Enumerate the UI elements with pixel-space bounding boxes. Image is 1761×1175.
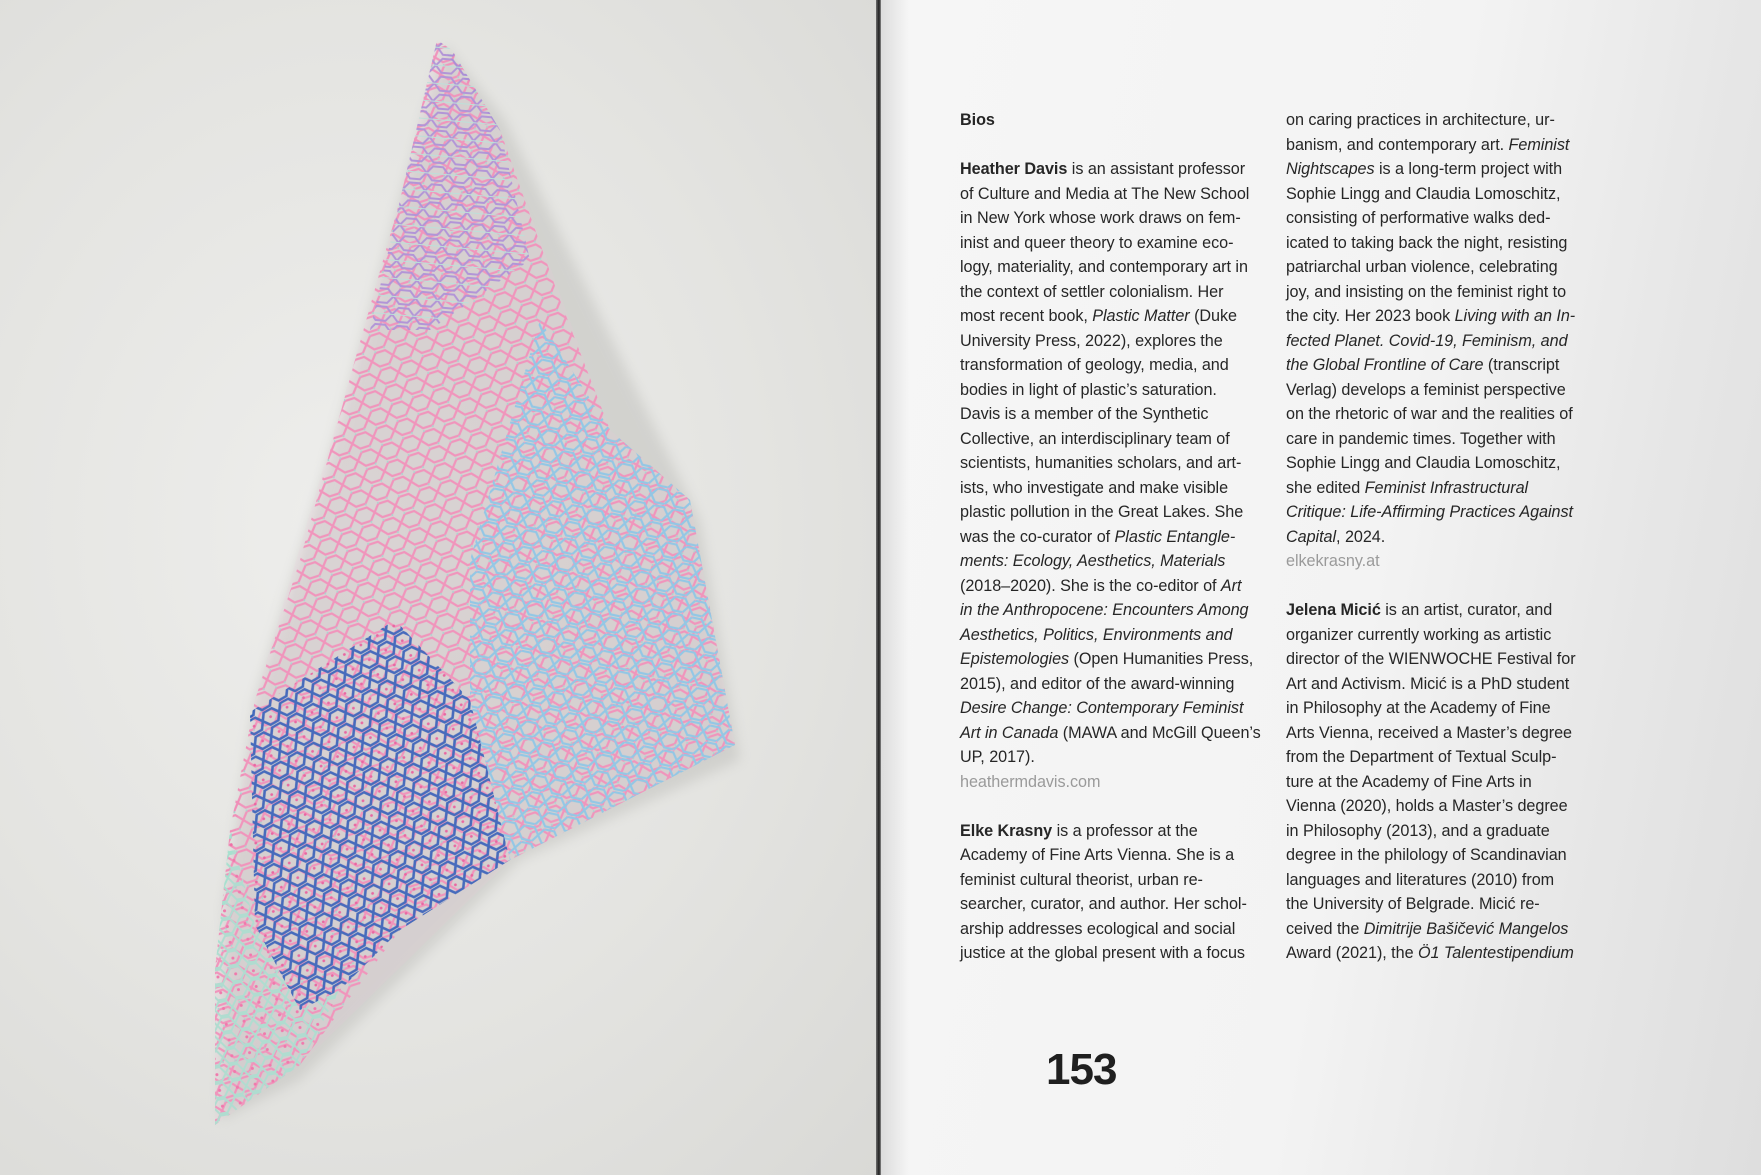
text-column-right [1286, 108, 1604, 990]
text-column-left [960, 108, 1278, 990]
bio-elke-krasny: Elke Krasny is a professor at the Academy of Fine Arts Vienna. She is a feminist cultural theorist, urban re- searcher, curator, and author. Her schol- arship addresses ecological and social justice at the global present with a focus [960, 821, 1247, 962]
bio-name: Elke Krasny [960, 821, 1053, 840]
bios-heading: Bios [960, 111, 995, 129]
bio-name: Heather Davis [960, 160, 1068, 178]
bio-jelena-micic: Jelena Micić is an artist, curator, and organizer currently working as artistic director of the WIENWOCHE Festival for Art and Activism. Micić is a PhD student in Philosophy at the Academy of Fine Arts Vienna, received a Master’s degree from the Department of Textual Sculp- ture at the Academy of Fine Arts in Vienna (2020), holds a Master’s degree in Philosophy (2013), and a graduate degree in the philology of Scandinavian languages and literatures (2010) from the University of Belgrade. Micić re- ceived the Dimitrije Bašičević Mangelos Award (2021), the Ö1 Talentestipendium [1286, 601, 1576, 962]
bio-heather-davis: Heather Davis is an assistant professor of Culture and Media at The New School in New York whose work draws on fem- inist and queer theory to examine eco- logy, materiality, and contemporary art in the context of settler colonialism. Her most recent book, Plastic Matter (Duke University Press, 2022), explores the transformation of geology, media, and bodies in light of plastic’s saturation. Davis is a member of the Synthetic Collective, an interdisciplinary team of scientists, humanities scholars, and art- ists, who investigate and make visible plastic pollution in the Great Lakes. She was the co-curator of Plastic Entangle- ments: Ecology, Aesthetics, Materials (2018–2020). She is the co-editor of Art in the Anthropocene: Encounters Among Aesthetics, Politics, Environments and Epistemologies (Open Humanities Press, 2015), and editor of the award-winning Desire Change: Contemporary Feminist Art in Canada (MAWA and McGill Queen’s UP, 2017). heathermdavis.com [960, 157, 1278, 794]
page-number: 153 [1046, 1045, 1117, 1094]
link-heathermdavis[interactable]: heathermdavis.com [960, 772, 1101, 791]
bio-name: Jelena Micić [1286, 601, 1381, 619]
link-elkekrasny[interactable]: elkekrasny.at [1286, 552, 1380, 570]
right-page-text [881, 0, 1761, 1175]
mesh-sculpture-image [0, 0, 878, 1175]
left-page-photo [0, 0, 878, 1175]
bio-elke-krasny-continued: on caring practices in architecture, ur- banism, and contemporary art. Feminist Nightscapes is a long-term project with Sophie Lingg and Claudia Lomoschitz, consisting of performative walks ded- icated to taking back the night, resisting patriarchal urban violence, celebrating joy, and insisting on the feminist right to the city. Her 2023 book Living with an In- fected Planet. Covid-19, Feminism, and the Global Frontline of Care (transcript Verlag) develops a feminist perspective on the rhetoric of war and the realities of care in pandemic times. Together with Sophie Lingg and Claudia Lomoschitz, she edited Feminist Infrastructural Critique: Life-Affirming Practices Against Capital, 2024. elkekrasny.at [1286, 108, 1604, 574]
